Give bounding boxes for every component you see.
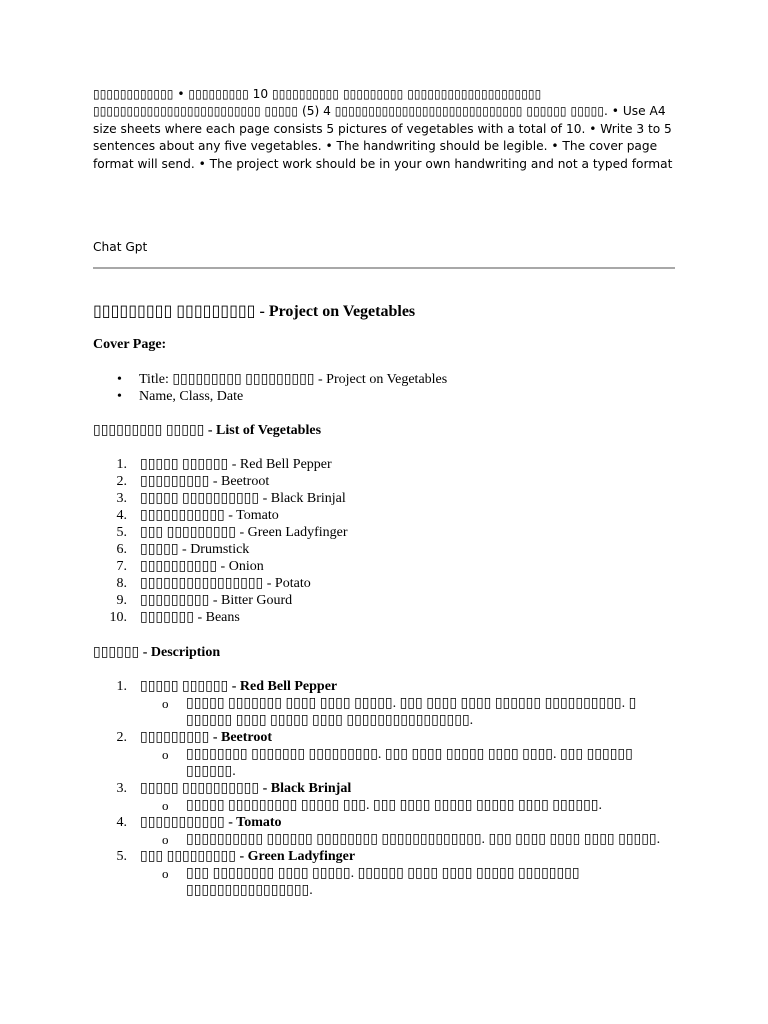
- chat-gpt-label: Chat Gpt: [93, 240, 148, 254]
- intro-english-text: • Use A4 size sheets where each page consists 5 pictures of vegetables with a total of 10. • Write 3 to 5 sentences about any five vegetables. • The handwriting should be legible. • The cover page format will send. • The project work should be in your own handwriting and not a typed format: [93, 104, 673, 171]
- vegetable-english-name: - Beetroot: [209, 474, 270, 489]
- vegetable-english-name: - Beetroot: [209, 730, 273, 745]
- description-vegetable-name: [140, 848, 676, 865]
- list-number: 9.: [116, 593, 127, 608]
- description-sub-item: [162, 865, 676, 899]
- vegetable-english-name: - Green Ladyfinger: [235, 849, 356, 864]
- list-number: 10.: [109, 610, 127, 625]
- description-vegetable-name: [140, 729, 676, 746]
- vegetable-english-name: - Red Bell Pepper: [228, 457, 332, 472]
- description-text: ▯▯▯▯▯ ▯▯▯▯▯▯▯ ▯▯▯▯ ▯▯▯▯ ▯▯▯▯▯. ▯▯▯ ▯▯▯▯ ▯▯▯▯ ▯▯▯▯▯▯ ▯▯▯▯▯▯▯▯▯▯. ▯ ▯▯▯▯▯▯ ▯▯▯▯ ▯▯▯▯▯ ▯▯▯▯ ▯▯▯▯▯▯▯▯▯▯▯▯▯▯▯▯.: [186, 696, 637, 728]
- vegetable-english-name: - Onion: [217, 559, 264, 574]
- page-title-english: - Project on Vegetables: [255, 303, 416, 320]
- list-number: 7.: [116, 559, 127, 574]
- vegetable-native-name: ▯▯▯ ▯▯▯▯▯▯▯▯▯: [140, 525, 236, 540]
- cover-page-list: [93, 371, 447, 405]
- circle-bullet-icon: o: [162, 866, 169, 881]
- description-vegetable-name: [140, 814, 676, 831]
- description-sub-item: [162, 831, 676, 848]
- vegetable-native-name: ▯▯▯▯▯▯▯▯▯: [140, 474, 210, 489]
- vegetable-english-name: - Beans: [193, 610, 240, 625]
- vegetable-list-heading-english: - List of Vegetables: [204, 423, 322, 438]
- page-title-native: ▯▯▯▯▯▯▯▯▯ ▯▯▯▯▯▯▯▯▯: [93, 303, 256, 320]
- vegetable-english-name: - Tomato: [224, 815, 282, 830]
- vegetable-native-name: ▯▯▯▯▯ ▯▯▯▯▯▯: [140, 679, 229, 694]
- list-number: 4.: [116, 815, 127, 830]
- vegetable-english-name: - Green Ladyfinger: [235, 525, 348, 540]
- vegetable-native-name: ▯▯▯▯▯▯▯: [140, 610, 194, 625]
- list-item: [117, 371, 448, 388]
- list-number: 6.: [116, 542, 127, 557]
- list-item: [117, 388, 447, 405]
- list-number: 1.: [116, 679, 127, 694]
- description-sub-item: [162, 746, 676, 780]
- vegetable-native-name: ▯▯▯▯▯▯▯▯▯▯▯▯▯▯▯▯: [140, 576, 264, 591]
- vegetable-english-name: - Bitter Gourd: [209, 593, 293, 608]
- list-number: 5.: [116, 849, 127, 864]
- list-number: 1.: [116, 457, 127, 472]
- cover-page-heading: Cover Page:: [93, 337, 167, 352]
- list-number: 2.: [116, 730, 127, 745]
- list-item: [93, 575, 348, 592]
- vegetable-native-name: ▯▯▯▯▯▯▯▯▯▯▯: [140, 815, 225, 830]
- page-title: [93, 301, 415, 321]
- vegetable-english-name: - Potato: [263, 576, 311, 591]
- description-heading-english: - Description: [139, 645, 221, 660]
- bullet-icon: •: [117, 372, 122, 387]
- horizontal-rule: [93, 267, 675, 269]
- vegetable-native-name: ▯▯▯▯▯▯▯▯▯: [140, 593, 210, 608]
- circle-bullet-icon: o: [162, 747, 169, 762]
- vegetable-native-name: ▯▯▯▯▯ ▯▯▯▯▯▯▯▯▯▯: [140, 781, 260, 796]
- list-item: [93, 490, 348, 507]
- intro-paragraph: [93, 86, 683, 173]
- description-list: [93, 678, 676, 899]
- circle-bullet-icon: o: [162, 832, 169, 847]
- description-sub-item: [162, 695, 676, 729]
- list-item: [93, 507, 348, 524]
- list-item: [93, 456, 348, 473]
- description-item: [93, 678, 676, 729]
- description-text: ▯▯▯▯▯ ▯▯▯▯▯▯▯▯▯ ▯▯▯▯▯ ▯▯▯. ▯▯▯ ▯▯▯▯ ▯▯▯▯▯ ▯▯▯▯▯ ▯▯▯▯ ▯▯▯▯▯▯.: [186, 798, 603, 813]
- circle-bullet-icon: o: [162, 798, 169, 813]
- list-item: [93, 473, 348, 490]
- vegetable-english-name: - Red Bell Pepper: [228, 679, 338, 694]
- list-item: [93, 558, 348, 575]
- list-number: 2.: [116, 474, 127, 489]
- vegetable-native-name: ▯▯▯▯▯▯▯▯▯▯▯: [140, 508, 225, 523]
- circle-bullet-icon: o: [162, 696, 169, 711]
- cover-item-title: Title: ▯▯▯▯▯▯▯▯▯ ▯▯▯▯▯▯▯▯▯ - Project on Vegetables: [139, 372, 448, 387]
- list-number: 5.: [116, 525, 127, 540]
- vegetable-list-heading: [93, 422, 321, 439]
- description-text: ▯▯▯▯▯▯▯▯ ▯▯▯▯▯▯▯ ▯▯▯▯▯▯▯▯▯. ▯▯▯ ▯▯▯▯ ▯▯▯▯▯ ▯▯▯▯ ▯▯▯▯. ▯▯▯ ▯▯▯▯▯▯ ▯▯▯▯▯▯.: [186, 747, 633, 779]
- cover-item-name-class-date: Name, Class, Date: [139, 389, 244, 404]
- description-item: [93, 729, 676, 780]
- description-item: [93, 780, 676, 814]
- list-number: 8.: [116, 576, 127, 591]
- list-number: 3.: [116, 781, 127, 796]
- vegetable-english-name: - Black Brinjal: [259, 781, 352, 796]
- description-item: [93, 848, 676, 899]
- vegetable-native-name: ▯▯▯▯▯ ▯▯▯▯▯▯▯▯▯▯: [140, 491, 260, 506]
- description-heading-native: ▯▯▯▯▯▯: [93, 645, 140, 660]
- description-vegetable-name: [140, 678, 676, 695]
- vegetable-native-name: ▯▯▯ ▯▯▯▯▯▯▯▯▯: [140, 849, 236, 864]
- list-number: 4.: [116, 508, 127, 523]
- vegetable-native-name: ▯▯▯▯▯▯▯▯▯▯: [140, 559, 218, 574]
- vegetable-native-name: ▯▯▯▯▯▯▯▯▯: [140, 730, 210, 745]
- description-heading: [93, 644, 220, 661]
- list-number: 3.: [116, 491, 127, 506]
- intro-native-text: ▯▯▯▯▯▯▯▯▯▯▯▯ • ▯▯▯▯▯▯▯▯▯ 10 ▯▯▯▯▯▯▯▯▯▯ ▯▯▯▯▯▯▯▯▯ ▯▯▯▯▯▯▯▯▯▯▯▯▯▯▯▯▯▯▯▯ ▯▯▯▯▯▯▯▯▯▯▯▯▯▯▯▯▯▯▯▯▯▯▯▯▯ ▯▯▯▯▯ (5) 4 ▯▯▯▯▯▯▯▯▯▯▯▯▯▯▯▯▯▯▯▯▯▯▯▯▯▯▯▯ ▯▯▯▯▯▯ ▯▯▯▯▯.: [93, 87, 608, 119]
- description-sub-item: [162, 797, 676, 814]
- vegetable-english-name: - Drumstick: [178, 542, 250, 557]
- vegetable-native-name: ▯▯▯▯▯ ▯▯▯▯▯▯: [140, 457, 229, 472]
- vegetable-list: [93, 456, 348, 626]
- list-item: [93, 609, 348, 626]
- list-item: [93, 524, 348, 541]
- list-item: [93, 541, 348, 558]
- vegetable-list-heading-native: ▯▯▯▯▯▯▯▯▯ ▯▯▯▯▯: [93, 423, 205, 438]
- description-text: ▯▯▯ ▯▯▯▯▯▯▯▯ ▯▯▯▯ ▯▯▯▯▯. ▯▯▯▯▯▯ ▯▯▯▯ ▯▯▯▯ ▯▯▯▯▯ ▯▯▯▯▯▯▯▯ ▯▯▯▯▯▯▯▯▯▯▯▯▯▯▯▯.: [186, 866, 580, 898]
- vegetable-native-name: ▯▯▯▯▯: [140, 542, 179, 557]
- bullet-icon: •: [117, 389, 122, 404]
- description-vegetable-name: [140, 780, 676, 797]
- list-item: [93, 592, 348, 609]
- description-item: [93, 814, 676, 848]
- description-text: ▯▯▯▯▯▯▯▯▯▯ ▯▯▯▯▯▯ ▯▯▯▯▯▯▯▯ ▯▯▯▯▯▯▯▯▯▯▯▯▯. ▯▯▯ ▯▯▯▯ ▯▯▯▯ ▯▯▯▯ ▯▯▯▯▯.: [186, 832, 661, 847]
- vegetable-english-name: - Black Brinjal: [259, 491, 346, 506]
- vegetable-english-name: - Tomato: [224, 508, 279, 523]
